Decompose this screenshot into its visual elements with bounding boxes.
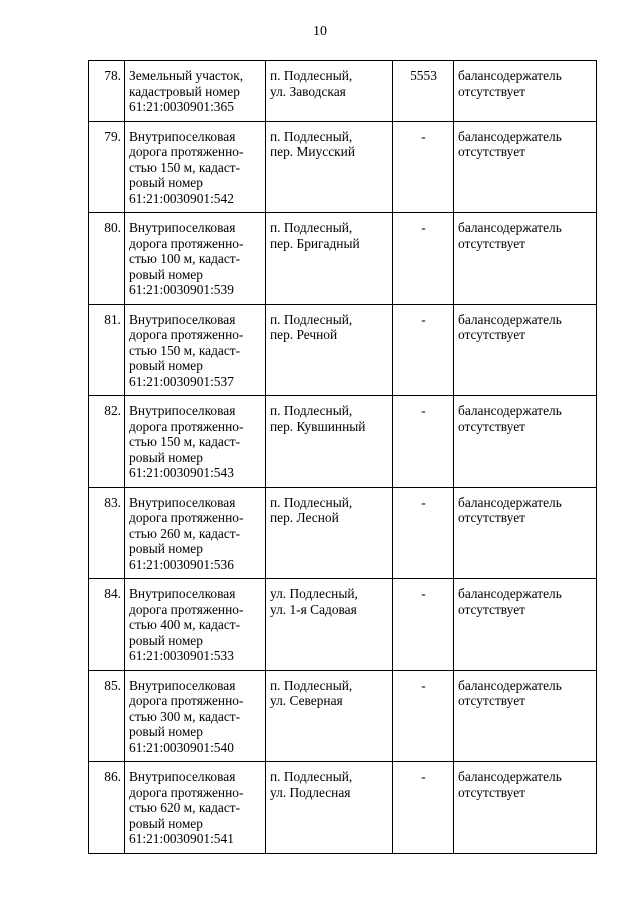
balance-holder-line: балансодержатель	[458, 677, 562, 693]
address-line: п. Подлесный,	[270, 311, 353, 327]
area-cell: -	[393, 304, 454, 396]
object-name-cell	[125, 121, 266, 213]
object-name-line: ровый номер	[129, 815, 203, 831]
object-name-line: 61:21:0030901:365	[129, 99, 234, 114]
page-number: 10	[313, 24, 327, 39]
balance-holder-line: отсутствует	[458, 510, 525, 525]
address-line: пер. Кувшинный	[270, 418, 366, 434]
object-name-line: ровый номер	[129, 541, 203, 556]
address-cell	[266, 762, 393, 854]
object-name-line: стью 400 м, кадаст-	[129, 617, 241, 632]
object-name-line: стью 150 м, кадаст-	[129, 342, 241, 358]
object-name-line: дорога протяженно-	[129, 601, 244, 617]
balance-holder-line: отсутствует	[458, 83, 525, 99]
row-number: 86.	[89, 762, 125, 854]
balance-holder-line: балансодержатель	[458, 68, 562, 83]
object-name-line: стью 100 м, кадаст-	[129, 251, 241, 266]
table-row	[89, 670, 597, 762]
object-name-line: Внутрипоселковая	[129, 769, 236, 784]
balance-holder-cell	[454, 762, 597, 854]
object-name-line: 61:21:0030901:542	[129, 190, 234, 206]
object-name-line: Земельный участок,	[129, 68, 244, 83]
object-name-line: стью 150 м, кадаст-	[129, 159, 241, 175]
balance-holder-line: отсутствует	[458, 235, 525, 251]
balance-holder-line: отсутствует	[458, 327, 525, 342]
area-cell: -	[393, 396, 454, 488]
object-name-line: Внутрипоселковая	[129, 220, 236, 235]
balance-holder-line: балансодержатель	[458, 311, 562, 327]
balance-holder-line: балансодержатель	[458, 769, 562, 784]
balance-holder-line: отсутствует	[458, 693, 525, 708]
table-row	[89, 396, 597, 488]
table-row	[89, 61, 597, 122]
balance-holder-cell	[454, 579, 597, 671]
address-cell	[266, 670, 393, 762]
object-name-cell	[125, 487, 266, 579]
address-line: пер. Миусский	[270, 144, 355, 159]
balance-holder-line: отсутствует	[458, 784, 525, 800]
object-name-cell	[125, 762, 266, 854]
object-name-line: ровый номер	[129, 266, 203, 282]
object-name-line: Внутрипоселковая	[129, 586, 236, 601]
balance-holder-cell	[454, 121, 597, 213]
row-number: 79.	[89, 121, 125, 213]
area-cell: 5553	[393, 61, 454, 122]
object-name-line: дорога протяженно-	[129, 235, 244, 251]
object-name-line: Внутрипоселковая	[129, 311, 236, 327]
area-cell: -	[393, 762, 454, 854]
row-number: 78.	[89, 61, 125, 122]
balance-holder-line: балансодержатель	[458, 220, 562, 235]
object-name-line: 61:21:0030901:536	[129, 556, 234, 572]
property-registry-table	[88, 60, 597, 854]
table-row	[89, 579, 597, 671]
object-name-line: ровый номер	[129, 724, 203, 739]
balance-holder-cell	[454, 670, 597, 762]
object-name-line: стью 620 м, кадаст-	[129, 800, 241, 815]
object-name-line: стью 150 м, кадаст-	[129, 434, 241, 449]
object-name-line: Внутрипоселковая	[129, 403, 236, 418]
balance-holder-cell	[454, 487, 597, 579]
table-row	[89, 304, 597, 396]
balance-holder-line: балансодержатель	[458, 494, 562, 510]
object-name-line: дорога протяженно-	[129, 144, 244, 159]
object-name-line: 61:21:0030901:539	[129, 282, 234, 297]
object-name-line: Внутрипоселковая	[129, 494, 236, 510]
address-line: п. Подлесный,	[270, 68, 353, 83]
balance-holder-cell	[454, 213, 597, 305]
address-line: пер. Лесной	[270, 510, 339, 525]
object-name-line: 61:21:0030901:533	[129, 648, 234, 663]
address-line: ул. Подлесная	[270, 784, 351, 800]
address-line: пер. Речной	[270, 327, 338, 342]
object-name-line: 61:21:0030901:541	[129, 831, 234, 846]
object-name-cell	[125, 304, 266, 396]
row-number: 85.	[89, 670, 125, 762]
object-name-line: Внутрипоселковая	[129, 128, 236, 144]
object-name-line: стью 260 м, кадаст-	[129, 525, 241, 541]
balance-holder-line: балансодержатель	[458, 128, 562, 144]
row-number: 82.	[89, 396, 125, 488]
object-name-line: стью 300 м, кадаст-	[129, 708, 241, 724]
object-name-line: дорога протяженно-	[129, 693, 244, 708]
area-cell: -	[393, 121, 454, 213]
address-line: пер. Бригадный	[270, 235, 360, 251]
address-line: п. Подлесный,	[270, 494, 353, 510]
object-name-line: дорога протяженно-	[129, 327, 244, 342]
address-line: п. Подлесный,	[270, 220, 353, 235]
address-cell	[266, 487, 393, 579]
address-line: п. Подлесный,	[270, 769, 353, 784]
object-name-line: 61:21:0030901:537	[129, 373, 234, 389]
address-line: п. Подлесный,	[270, 403, 353, 418]
row-number: 81.	[89, 304, 125, 396]
object-name-cell	[125, 670, 266, 762]
object-name-cell	[125, 61, 266, 122]
table-row	[89, 762, 597, 854]
address-line: ул. Подлесный,	[270, 586, 358, 601]
row-number: 84.	[89, 579, 125, 671]
balance-holder-line: отсутствует	[458, 418, 525, 434]
address-cell	[266, 121, 393, 213]
object-name-cell	[125, 579, 266, 671]
row-number: 80.	[89, 213, 125, 305]
object-name-line: кадастровый номер	[129, 83, 240, 99]
address-line: ул. 1-я Садовая	[270, 601, 357, 617]
table-row	[89, 487, 597, 579]
address-line: ул. Заводская	[270, 83, 346, 99]
address-line: п. Подлесный,	[270, 128, 353, 144]
object-name-line: дорога протяженно-	[129, 418, 244, 434]
object-name-cell	[125, 396, 266, 488]
object-name-line: дорога протяженно-	[129, 510, 244, 525]
area-cell: -	[393, 579, 454, 671]
address-cell	[266, 579, 393, 671]
area-cell: -	[393, 213, 454, 305]
balance-holder-cell	[454, 304, 597, 396]
address-cell	[266, 396, 393, 488]
area-cell: -	[393, 487, 454, 579]
address-line: ул. Северная	[270, 693, 343, 708]
balance-holder-line: отсутствует	[458, 144, 525, 159]
object-name-line: 61:21:0030901:540	[129, 739, 234, 755]
object-name-line: дорога протяженно-	[129, 784, 244, 800]
balance-holder-line: отсутствует	[458, 601, 525, 617]
address-cell	[266, 213, 393, 305]
object-name-line: ровый номер	[129, 175, 203, 190]
object-name-line: 61:21:0030901:543	[129, 465, 234, 480]
object-name-line: ровый номер	[129, 358, 203, 373]
address-cell	[266, 61, 393, 122]
address-cell	[266, 304, 393, 396]
table-row	[89, 213, 597, 305]
balance-holder-cell	[454, 61, 597, 122]
object-name-line: Внутрипоселковая	[129, 677, 236, 693]
table-row	[89, 121, 597, 213]
balance-holder-line: балансодержатель	[458, 586, 562, 601]
balance-holder-line: балансодержатель	[458, 403, 562, 418]
area-cell: -	[393, 670, 454, 762]
registry-body	[89, 61, 597, 854]
address-line: п. Подлесный,	[270, 677, 353, 693]
balance-holder-cell	[454, 396, 597, 488]
row-number: 83.	[89, 487, 125, 579]
object-name-cell	[125, 213, 266, 305]
object-name-line: ровый номер	[129, 449, 203, 465]
object-name-line: ровый номер	[129, 632, 203, 648]
